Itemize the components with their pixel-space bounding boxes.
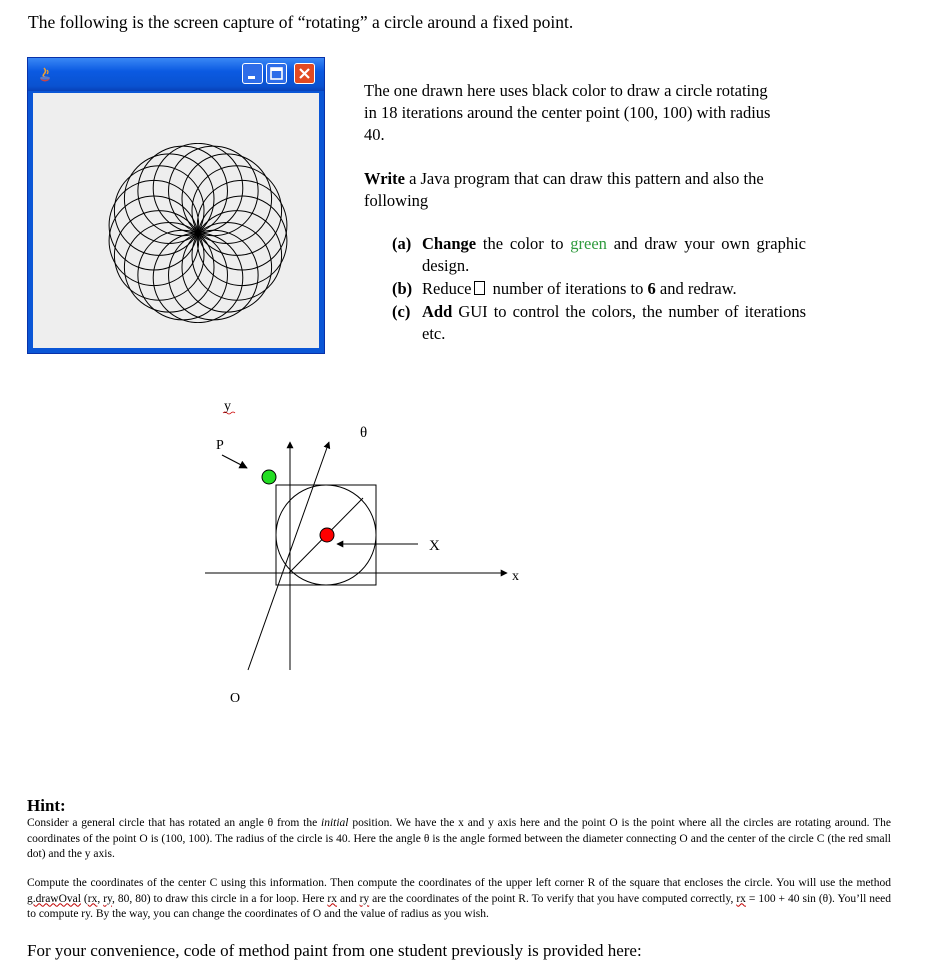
x-axis-label: x <box>512 569 519 584</box>
theta-label: θ <box>360 425 368 441</box>
write-paragraph <box>364 168 814 212</box>
theta-ray <box>248 442 329 670</box>
java-coffee-icon <box>36 66 54 84</box>
task-b-bold: 6 <box>647 279 656 298</box>
maximize-icon <box>267 64 286 83</box>
minimize-icon <box>243 64 262 83</box>
p-arrow <box>222 455 247 468</box>
task-list <box>392 233 806 346</box>
close-icon <box>295 64 314 83</box>
hint-p2c: , <box>97 892 104 905</box>
ry-1: ry <box>103 892 113 905</box>
rx-1: rx <box>87 892 98 905</box>
task-a-text1: the color to <box>476 234 571 253</box>
java-window <box>27 57 325 354</box>
task-c-label: (c) <box>392 302 411 321</box>
window-client-area <box>33 93 319 348</box>
description-paragraph: The one drawn here uses black color to draw a circle rotating in 18 iterations around the center point (100, 100) with radius 40. <box>364 81 771 144</box>
intro-text: The following is the screen capture of “rotating” a circle around a fixed point. <box>28 12 574 32</box>
task-b-text2: number of iterations to <box>488 279 648 298</box>
task-b-label: (b) <box>392 279 413 298</box>
task-c-bold: Add <box>422 302 453 321</box>
hint-paragraph-1 <box>27 816 891 863</box>
method-name: g.drawOval <box>27 892 81 905</box>
p-label: P <box>216 438 224 453</box>
rotating-circles-pattern <box>108 143 288 323</box>
window-titlebar <box>28 58 324 91</box>
maximize-button[interactable] <box>266 63 287 84</box>
hint-paragraph-2 <box>27 876 891 923</box>
hint-p1b: position. We have the x and y axis here and the point O is the point where all the circles are rotating around. The coordinates of the point O is (100, 100). The radius of the circle is 40. Here the angle θ is the angle formed between the diameter connecting O and the center of the circle C (the red small dot) and the y axis. <box>27 817 891 860</box>
footer-text: For your convenience, code of method paint from one student previously is provided here: <box>27 941 642 960</box>
task-c <box>392 301 806 345</box>
X-label: X <box>429 538 440 554</box>
task-c-text1: GUI to control the colors, the number of iterations etc. <box>422 302 806 343</box>
geometry-diagram <box>200 395 560 705</box>
rx-3: rx <box>736 892 746 905</box>
task-a-bold: Change <box>422 234 477 253</box>
task-b <box>392 278 806 300</box>
task-b-text1: Reduce <box>422 279 472 298</box>
write-bold: Write <box>364 169 405 188</box>
o-label: O <box>230 691 241 705</box>
hint-p2g: = 100 + 40 sin (θ). You’ll need to compute ry. By the way, you can change the coordinates of O and the value of radius as you wish. <box>27 892 891 920</box>
hint-p2d: , 80, 80) to draw this circle in a for loop. Here <box>112 892 328 905</box>
y-label: y <box>224 399 231 414</box>
green-dot <box>262 470 276 484</box>
task-a <box>392 233 806 277</box>
hint-p2a: Compute the coordinates of the center C using this information. Then compute the coordinates of the upper left corner R of the square that encloses the circle. You will use the method <box>27 877 891 889</box>
green-word: green <box>570 234 607 253</box>
minimize-button[interactable] <box>242 63 263 84</box>
rx-2: rx <box>327 892 338 905</box>
red-center-dot <box>320 528 334 542</box>
task-a-text2: and draw your own graphic design. <box>422 234 806 275</box>
hint-p2f: are the coordinates of the point R. To verify that you have computed correctly, <box>369 892 737 905</box>
missing-glyph-box <box>474 281 485 295</box>
ry-2: ry <box>359 892 370 905</box>
task-a-label: (a) <box>392 234 412 253</box>
write-rest: a Java program that can draw this pattern and also the following <box>364 169 764 210</box>
hint-p2b: ( <box>80 892 88 905</box>
task-b-text3: and redraw. <box>655 279 737 298</box>
close-button[interactable] <box>294 63 315 84</box>
hint-title: Hint: <box>27 796 66 815</box>
hint-p1a: Consider a general circle that has rotated an angle θ from the <box>27 817 322 829</box>
hint-p2e: and <box>337 892 360 905</box>
hint-p1-italic: initial <box>321 817 349 829</box>
